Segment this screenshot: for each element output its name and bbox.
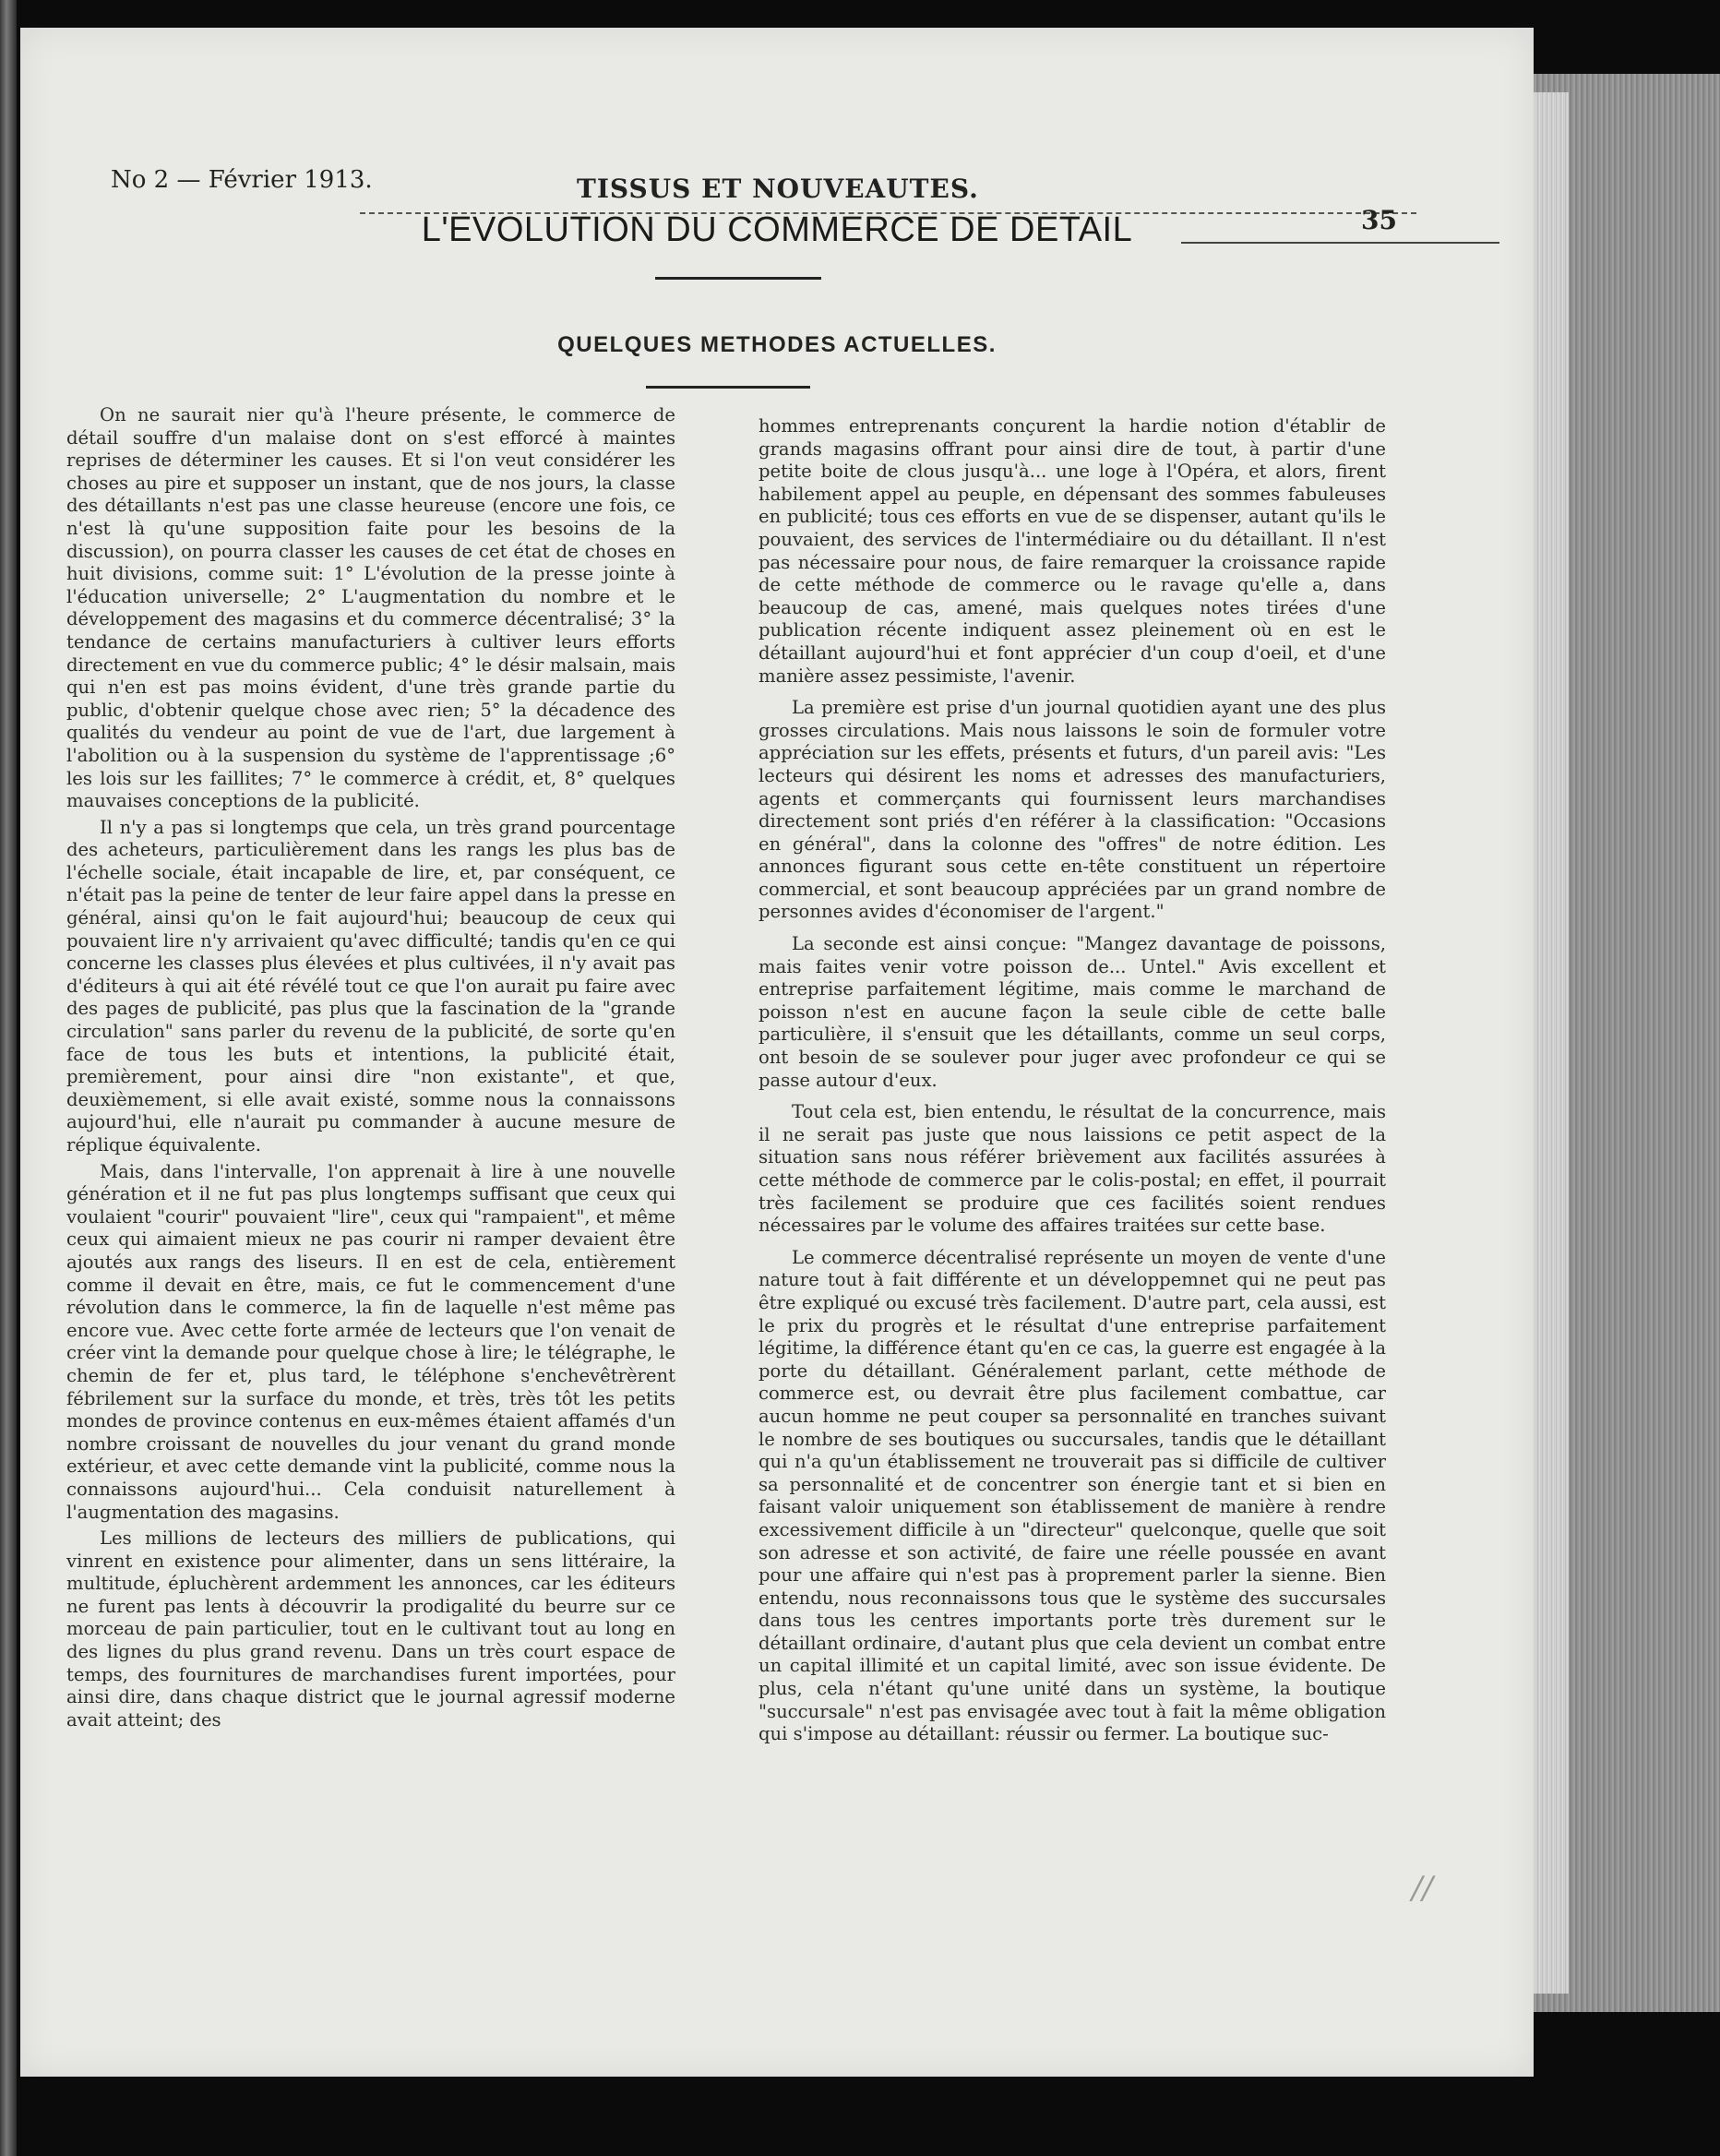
book-gutter xyxy=(0,0,17,2156)
subtitle-rule xyxy=(646,386,810,389)
paragraph: Les millions de lecteurs des milliers de publications, qui vinrent en existence pour alimenter, dans un sens littéraire, la multitude, épluchèrent ardemment les annonces, car les éditeurs ne furent pas lents à découvrir la prodigalité du beurre sur ce morceau de pain particulier, tout en le cultivant tout au long en des lignes du plus grand revenu. Dans un très court espace de temps, des fournitures de marchandises furent importées, pour ainsi dire, dans chaque district que le journal agressif moderne avait atteint; des xyxy=(66,1527,675,1731)
right-column xyxy=(758,415,1386,1755)
left-column xyxy=(66,404,675,1735)
paragraph: La première est prise d'un journal quotidien ayant une des plus grosses circulations. Mais nous laissons le soin de formuler votre appréciation sur les effets, présents et futurs, d'un pareil avis: "Les lecteurs qui désirent les noms et adresses des manufacturiers, agents et commerçants qui fournissent leurs marchandises directement sont priés d'en référer à la classification: "Occasions en général", dans la colonne des "offres" de notre édition. Les annonces figurant sous cette en-tête constituent un répertoire commercial, et sont beaucoup appréciées par un grand nombre de personnes avides d'économiser de l'argent." xyxy=(758,697,1386,923)
article-subtitle: QUELQUES METHODES ACTUELLES. xyxy=(557,332,997,357)
page-block-edge-inner xyxy=(1532,92,1569,1994)
paragraph: On ne saurait nier qu'à l'heure présente, le commerce de détail souffre d'un malaise dont on s'est efforcé à maintes reprises de déterminer les causes. Et si l'on veut considérer les choses au pire et supposer un instant, que de nos jours, la classe des détaillants n'est pas une classe heureuse (encore une fois, ce n'est là qu'une supposition faite pour les besoins de la discussion), on pourra classer les causes de cet état de choses en huit divisions, comme suit: 1° L'évolution de la presse jointe à l'éducation universelle; 2° L'augmentation du nombre et le développement des magasins et du commerce décentralisé; 3° la tendance de certains manufacturiers à cultiver leurs efforts directement en vue du commerce public; 4° le désir malsain, mais qui n'en est pas moins évident, d'une très grande partie du public, d'obtenir quelque chose avec rien; 5° la décadence des qualités du vendeur au point de vue de l'art, due largement à l'abolition ou à la suspension du système de l'apprentissage ;6° les lois sur les faillites; 7° le commerce à crédit, et, 8° quelques mauvaises conceptions de la publicité. xyxy=(66,404,675,812)
paragraph: Il n'y a pas si longtemps que cela, un très grand pourcentage des acheteurs, particulièrement dans les rangs les plus bas de l'échelle sociale, était incapable de lire, et, par conséquent, ce n'était pas la peine de tenter de leur faire appel dans la presse en général, ainsi qu'on le fait aujourd'hui; beaucoup de ceux qui pouvaient lire n'y arrivaient qu'avec difficulté; tandis qu'en ce qui concerne les classes plus élevées et plus cultivées, il n'y avait pas d'éditeurs à qui ait été révélé tout ce que l'on aurait pu faire avec des pages de publicité, pas plus que la fascination de la "grande circulation" sans parler du revenu de la publicité, de sorte qu'en face de tous les buts et intentions, la publicité était, premièrement, pour ainsi dire "non existante", et que, deuxièmement, si elle avait existé, somme nous la connaissons aujourd'hui, elle n'aurait pu commander à aucune mesure de réplique équivalente. xyxy=(66,816,675,1156)
pencil-mark: // xyxy=(1412,1870,1433,1907)
paragraph: hommes entreprenants conçurent la hardie notion d'établir de grands magasins offrant pour ainsi dire de tout, à partir d'une petite boite de clous jusqu'à... une loge à l'Opéra, et alors, firent habilement appel au peuple, en dépensant des sommes fabuleuses en publicité; tous ces efforts en vue de se dispenser, autant qu'ils le pouvaient, des services de l'intermédiaire ou du détaillant. Il n'est pas nécessaire pour nous, de faire remarquer la croissance rapide de cette méthode de commerce ou le ravage qu'elle a, dans beaucoup de cas, amené, mais quelques notes tirées d'une publication récente indiquent assez pleinement où en est le détaillant aujourd'hui et font apprécier d'un coup d'oeil, et d'une manière assez pessimiste, l'avenir. xyxy=(758,415,1386,687)
paragraph: Le commerce décentralisé représente un moyen de vente d'une nature tout à fait différente et un développemnet qui ne peut pas être expliqué ou excusé très facilement. D'autre part, cela aussi, est le prix du progrès et le résultat d'une entreprise parfaitement légitime, la différence étant qu'en ce cas, la guerre est engagée à la porte du détaillant. Généralement parlant, cette méthode de commerce est, ou devrait être plus facilement combattue, car aucun homme ne peut couper sa personnalité en tranches suivant le nombre de ses boutiques ou succursales, tandis que le détaillant qui n'a qu'un établissement ne trouverait pas si difficile de cultiver sa personnalité et de concentrer son énergie tant et si bien en faisant valoir uniquement son établissement de manière à rendre excessivement difficile à un "directeur" quelconque, quelle que soit son adresse et son activité, de faire une réelle poussée en avant pour une affaire qui n'est pas à proprement parler la sienne. Bien entendu, nous reconnaissons tous que le système des succursales dans tous les centres importants porte très durement sur le détaillant ordinaire, d'autant plus que cela devient un combat entre un capital illimité et un capital limité, avec son issue évidente. De plus, cela n'étant qu'une unité dans un système, la boutique "succursale" n'est pas envisagée avec tout à fait la même obligation qui s'impose au détaillant: réussir ou fermer. La boutique suc- xyxy=(758,1246,1386,1745)
paragraph: Tout cela est, bien entendu, le résultat de la concurrence, mais il ne serait pas juste que nous laissions ce petit aspect de la situation sans nous référer brièvement aux facilités assurées à cette méthode de commerce par le colis-postal; en effet, il pourrait très facilement se produire que ces facilités soient rendues nécessaires par le volume des affaires traitées sur cette base. xyxy=(758,1101,1386,1237)
paragraph: La seconde est ainsi conçue: "Mangez davantage de poissons, mais faites venir votre poisson de... Untel." Avis excellent et entreprise parfaitement légitime, mais comme le marchand de poisson n'est en aucune façon la seule cible de cette balle particulière, il s'ensuit que les détaillants, comme un seul corps, ont besoin de se soulever pour juger avec profondeur ce qui se passe autour d'eux. xyxy=(758,933,1386,1091)
paragraph: Mais, dans l'intervalle, l'on apprenait à lire à une nouvelle génération et il ne fut pas plus longtemps suffisant que ceux qui voulaient "courir" pouvaient "lire", ceux qui "rampaient", et même ceux qui aimaient mieux ne pas courir ni ramper devaient être ajoutés aux rangs des liseurs. Il en est de cela, entièrement comme il devait en être, mais, ce fut le commencement d'une révolution dans le commerce, la fin de laquelle n'est même pas encore vue. Avec cette forte armée de lecteurs que l'on venait de créer vint la demande pour quelque chose à lire; le télégraphe, le chemin de fer et, plus tard, le téléphone s'enchevêtrèrent fébrilement sur la surface du monde, et très, très tôt les petits mondes de province contenus en eux-mêmes étaient affamés d'un nombre croissant de nouvelles du jour venant du grand monde extérieur, et avec cette demande vint la publicité, comme nous la connaissons aujourd'hui... Cela conduisit naturellement à l'augmentation des magasins. xyxy=(66,1160,675,1523)
issue-date: No 2 — Février 1913. xyxy=(111,166,373,194)
scanned-page xyxy=(20,28,1534,2077)
page-number: 35 xyxy=(1361,205,1397,235)
title-rule xyxy=(655,277,821,280)
journal-title: TISSUS ET NOUVEAUTES. xyxy=(577,174,979,204)
article-title: L'EVOLUTION DU COMMERCE DE DETAIL xyxy=(421,210,1133,249)
